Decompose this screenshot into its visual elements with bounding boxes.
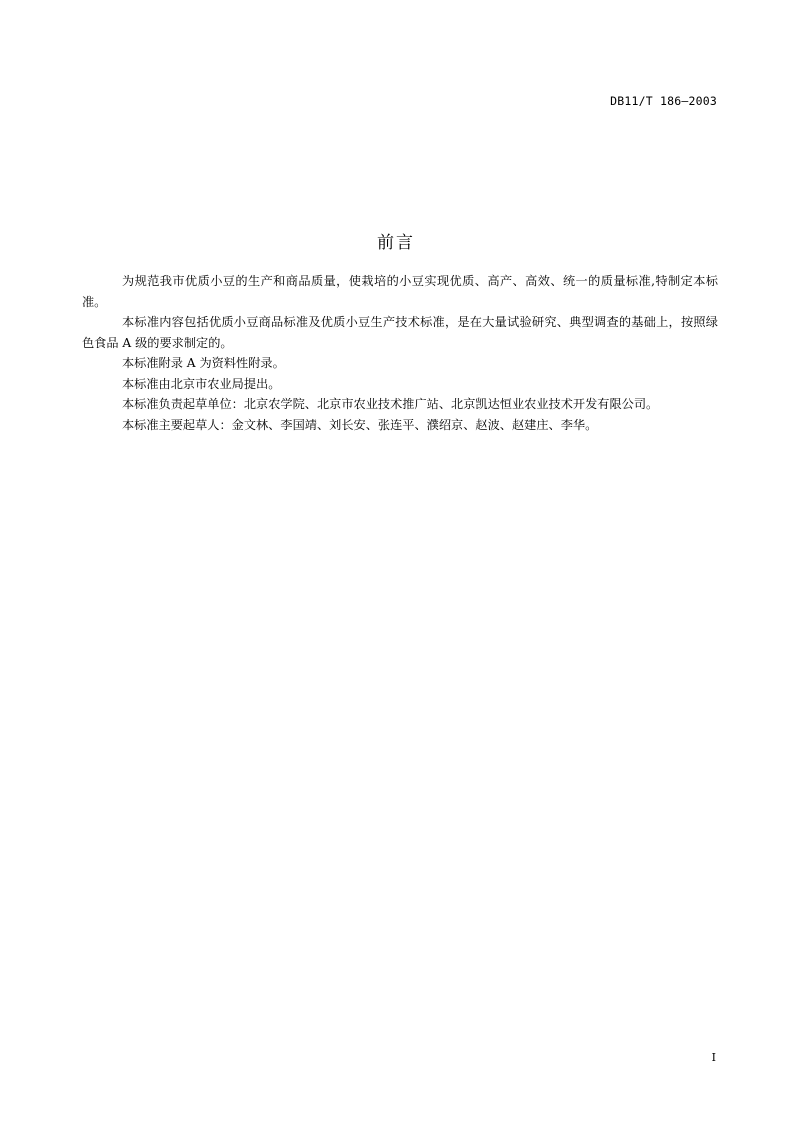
page-title: 前言: [377, 233, 415, 253]
paragraph-appendix: 本标准附录 A 为资料性附录。: [122, 356, 285, 370]
paragraph-content: 本标准内容包括优质小豆商品标准及优质小豆生产技术标准，是在大量试验研究、典型调查的基础上，按照绿色食品 A 级的要求制定的。: [82, 315, 718, 350]
foreword-body: [82, 271, 718, 435]
paragraph-proposer: 本标准由北京市农业局提出。: [122, 376, 281, 391]
paragraph-drafting-units: 本标准负责起草单位：北京农学院、北京市农业技术推广站、北京凯达恒业农业技术开发有限公司。: [122, 397, 659, 411]
page-number: I: [711, 1051, 716, 1064]
paragraph-drafters: 本标准主要起草人：金文林、李国靖、刘长安、张连平、濮绍京、赵波、赵建庄、李华。: [122, 417, 598, 432]
standard-code: DB11/T 186—2003: [610, 94, 717, 108]
paragraph-purpose: 为规范我市优质小豆的生产和商品质量，使栽培的小豆实现优质、高产、高效、统一的质量标准,特制定本标准。: [82, 274, 718, 309]
